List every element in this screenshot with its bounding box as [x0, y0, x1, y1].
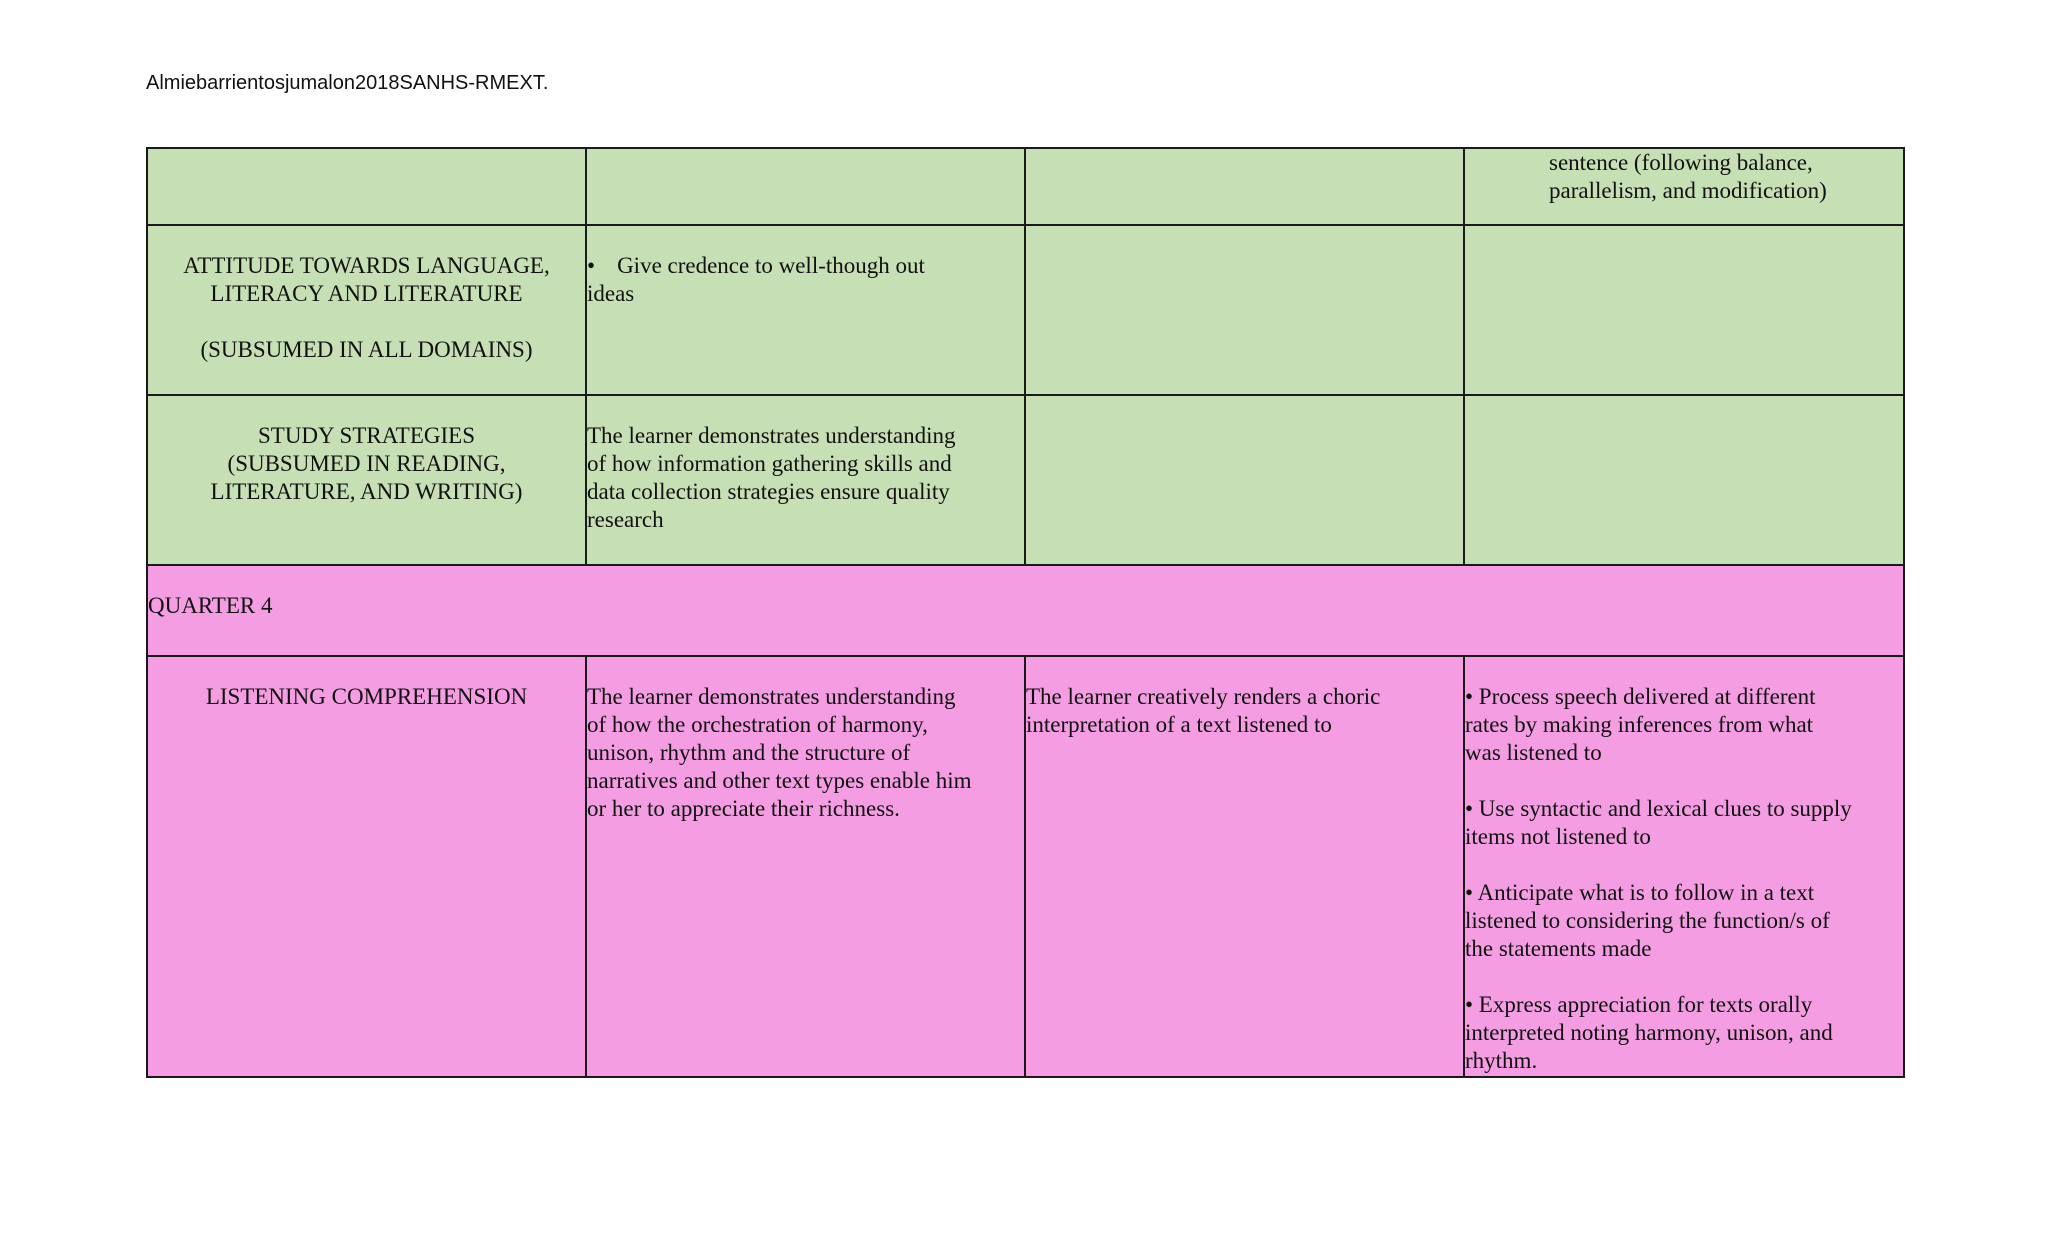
competency-line: rhythm.	[1465, 1048, 1538, 1073]
competency-cell-listening	[1464, 656, 1904, 1077]
domain-cell-empty	[147, 148, 586, 225]
bullet-glyph: •	[587, 253, 596, 278]
performance-standard-text: The learner creatively renders a choric	[1026, 684, 1381, 709]
document-header-id: Almiebarrientosjumalon2018SANHS-RMEXT.	[146, 72, 549, 94]
content-standard-text: Give credence to well-though out	[617, 253, 925, 278]
domain-cell-study-strategies	[147, 395, 586, 565]
content-standard-text: or her to appreciate their richness.	[587, 796, 900, 821]
domain-cell-attitude	[147, 225, 586, 395]
content-standard-text: of how information gathering skills and	[587, 451, 952, 476]
content-standard-cell-listening	[586, 656, 1025, 1077]
content-standard-text: The learner demonstrates understanding	[587, 423, 956, 448]
content-standard-text: data collection strategies ensure quality	[587, 479, 950, 504]
domain-title-line: LISTENING COMPREHENSION	[205, 684, 528, 709]
competency-cell-empty	[1464, 225, 1904, 395]
domain-title-line: STUDY STRATEGIES	[257, 423, 476, 448]
competency-line: listened to considering the function/s of	[1465, 908, 1830, 933]
competency-line: sentence (following balance,	[1549, 150, 1813, 175]
competency-line: rates by making inferences from what	[1465, 712, 1814, 737]
domain-cell-listening	[147, 656, 586, 1077]
content-standard-cell-empty	[586, 148, 1025, 225]
curriculum-guide-table	[146, 147, 1905, 1078]
competency-line: items not listened to	[1465, 824, 1651, 849]
competency-item	[1465, 683, 1903, 767]
performance-standard-cell-listening	[1025, 656, 1464, 1077]
content-standard-text: research	[587, 507, 664, 532]
content-standard-text: narratives and other text types enable him	[587, 768, 972, 793]
competency-line: the statements made	[1465, 936, 1652, 961]
competency-cell-empty	[1464, 395, 1904, 565]
domain-subsumed-note: (SUBSUMED IN ALL DOMAINS)	[200, 337, 533, 362]
content-standard-text: of how the orchestration of harmony,	[587, 712, 928, 737]
table-row-listening	[147, 656, 1904, 1077]
competency-cell-continued	[1464, 148, 1904, 225]
quarter-label: QUARTER 4	[148, 593, 273, 618]
table-row-continued	[147, 148, 1904, 225]
content-standard-cell-attitude	[586, 225, 1025, 395]
competency-line: parallelism, and modification)	[1549, 178, 1827, 203]
performance-standard-cell-empty	[1025, 148, 1464, 225]
content-standard-text: The learner demonstrates understanding	[587, 684, 956, 709]
competency-line: • Use syntactic and lexical clues to supply	[1465, 796, 1852, 821]
performance-standard-cell-empty	[1025, 225, 1464, 395]
competency-line: was listened to	[1465, 740, 1602, 765]
domain-title-line: LITERACY AND LITERATURE	[210, 281, 523, 306]
content-standard-cell-study	[586, 395, 1025, 565]
performance-standard-text: interpretation of a text listened to	[1026, 712, 1332, 737]
performance-standard-cell-empty	[1025, 395, 1464, 565]
competency-line: • Express appreciation for texts orally	[1465, 992, 1813, 1017]
quarter-heading-cell	[147, 565, 1904, 656]
content-standard-text: unison, rhythm and the structure of	[587, 740, 911, 765]
table-row-study-strategies	[147, 395, 1904, 565]
domain-subsumed-note: LITERATURE, AND WRITING)	[210, 479, 523, 504]
content-standard-text: ideas	[587, 281, 635, 306]
domain-title-line: ATTITUDE TOWARDS LANGUAGE,	[183, 253, 550, 278]
competency-item	[1465, 795, 1903, 851]
competency-item	[1465, 879, 1903, 963]
table-row-quarter	[147, 565, 1904, 656]
competency-item	[1465, 991, 1903, 1075]
competency-line: • Process speech delivered at different	[1465, 684, 1816, 709]
competency-line: • Anticipate what is to follow in a text	[1465, 880, 1815, 905]
competency-line: interpreted noting harmony, unison, and	[1465, 1020, 1833, 1045]
domain-subsumed-note: (SUBSUMED IN READING,	[227, 451, 506, 476]
table-row-attitude	[147, 225, 1904, 395]
